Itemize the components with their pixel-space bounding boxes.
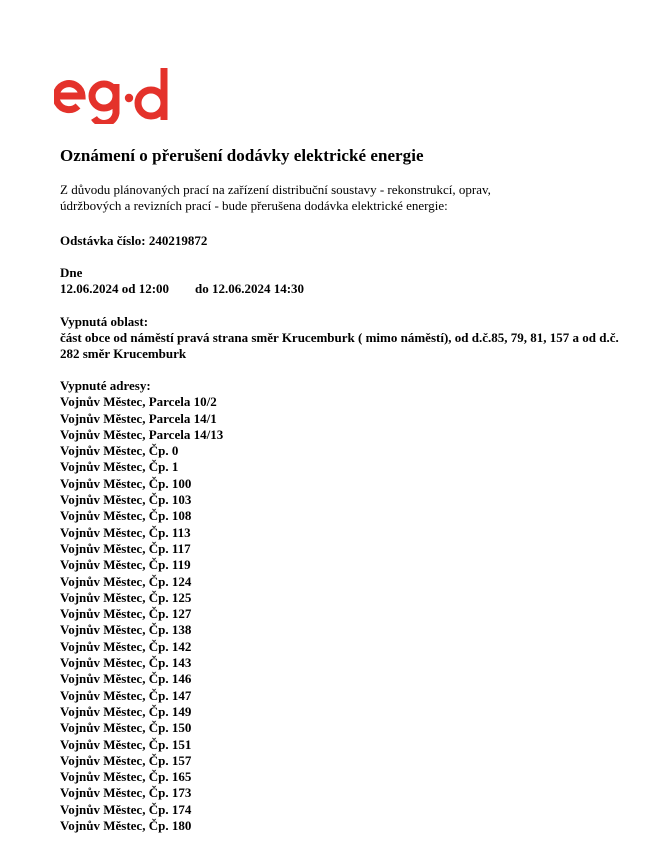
dates-row bbox=[60, 281, 304, 297]
address-item: Vojnův Městec, Čp. 157 bbox=[60, 752, 192, 768]
egd-logo bbox=[54, 66, 176, 124]
intro-line-2: údržbových a revizních prací - bude přerušena dodávka elektrické energie: bbox=[60, 198, 448, 213]
address-item: Vojnův Městec, Čp. 146 bbox=[60, 671, 192, 687]
address-item: Vojnův Městec, Čp. 113 bbox=[60, 524, 191, 540]
area-label: Vypnutá oblast: bbox=[60, 314, 149, 329]
dates-block bbox=[60, 265, 304, 297]
address-item: Vojnův Městec, Čp. 125 bbox=[60, 589, 192, 605]
address-item: Vojnův Městec, Čp. 100 bbox=[60, 475, 192, 491]
addresses-block bbox=[60, 378, 223, 834]
date-from: 12.06.2024 od 12:00 bbox=[60, 281, 170, 296]
address-item: Vojnův Městec, Čp. 142 bbox=[60, 638, 192, 654]
address-item: Vojnův Městec, Čp. 108 bbox=[60, 508, 192, 524]
address-item: Vojnův Městec, Čp. 138 bbox=[60, 622, 192, 638]
address-item: Vojnův Městec, Čp. 103 bbox=[60, 492, 192, 508]
address-item: Vojnův Městec, Čp. 147 bbox=[60, 687, 192, 703]
date-to: do 12.06.2024 14:30 bbox=[195, 281, 305, 296]
dates-label: Dne bbox=[60, 265, 83, 280]
address-item: Vojnův Městec, Čp. 127 bbox=[60, 606, 192, 622]
address-list bbox=[60, 394, 223, 834]
address-item: Vojnův Městec, Čp. 165 bbox=[60, 769, 192, 785]
address-item: Vojnův Městec, Čp. 0 bbox=[60, 443, 179, 459]
address-item: Vojnův Městec, Parcela 10/2 bbox=[60, 394, 217, 410]
address-item: Vojnův Městec, Čp. 149 bbox=[60, 703, 192, 719]
address-item: Vojnův Městec, Parcela 14/1 bbox=[60, 410, 217, 426]
address-item: Vojnův Městec, Čp. 180 bbox=[60, 818, 192, 834]
address-item: Vojnův Městec, Čp. 173 bbox=[60, 785, 192, 801]
intro-line-1: Z důvodu plánovaných prací na zařízení distribuční soustavy - rekonstrukcí, oprav, bbox=[60, 182, 491, 197]
address-item: Vojnův Městec, Čp. 174 bbox=[60, 801, 192, 817]
address-item: Vojnův Městec, Čp. 151 bbox=[60, 736, 192, 752]
address-item: Vojnův Městec, Parcela 14/13 bbox=[60, 426, 224, 442]
address-item: Vojnův Městec, Čp. 143 bbox=[60, 655, 192, 671]
intro-text bbox=[60, 182, 580, 214]
addresses-label: Vypnuté adresy: bbox=[60, 378, 151, 393]
address-item: Vojnův Městec, Čp. 124 bbox=[60, 573, 192, 589]
address-item: Vojnův Městec, Čp. 119 bbox=[60, 557, 191, 573]
outage-area bbox=[60, 314, 630, 362]
document-title: Oznámení o přerušení dodávky elektrické energie bbox=[60, 146, 424, 165]
outage-number: Odstávka číslo: 240219872 bbox=[60, 233, 208, 248]
area-text: část obce od náměstí pravá strana směr Krucemburk ( mimo náměstí), od d.č.85, 79, 81, 157 a od d.č. 282 směr Krucemburk bbox=[60, 330, 619, 361]
address-item: Vojnův Městec, Čp. 1 bbox=[60, 459, 179, 475]
address-item: Vojnův Městec, Čp. 117 bbox=[60, 540, 191, 556]
address-item: Vojnův Městec, Čp. 150 bbox=[60, 720, 192, 736]
